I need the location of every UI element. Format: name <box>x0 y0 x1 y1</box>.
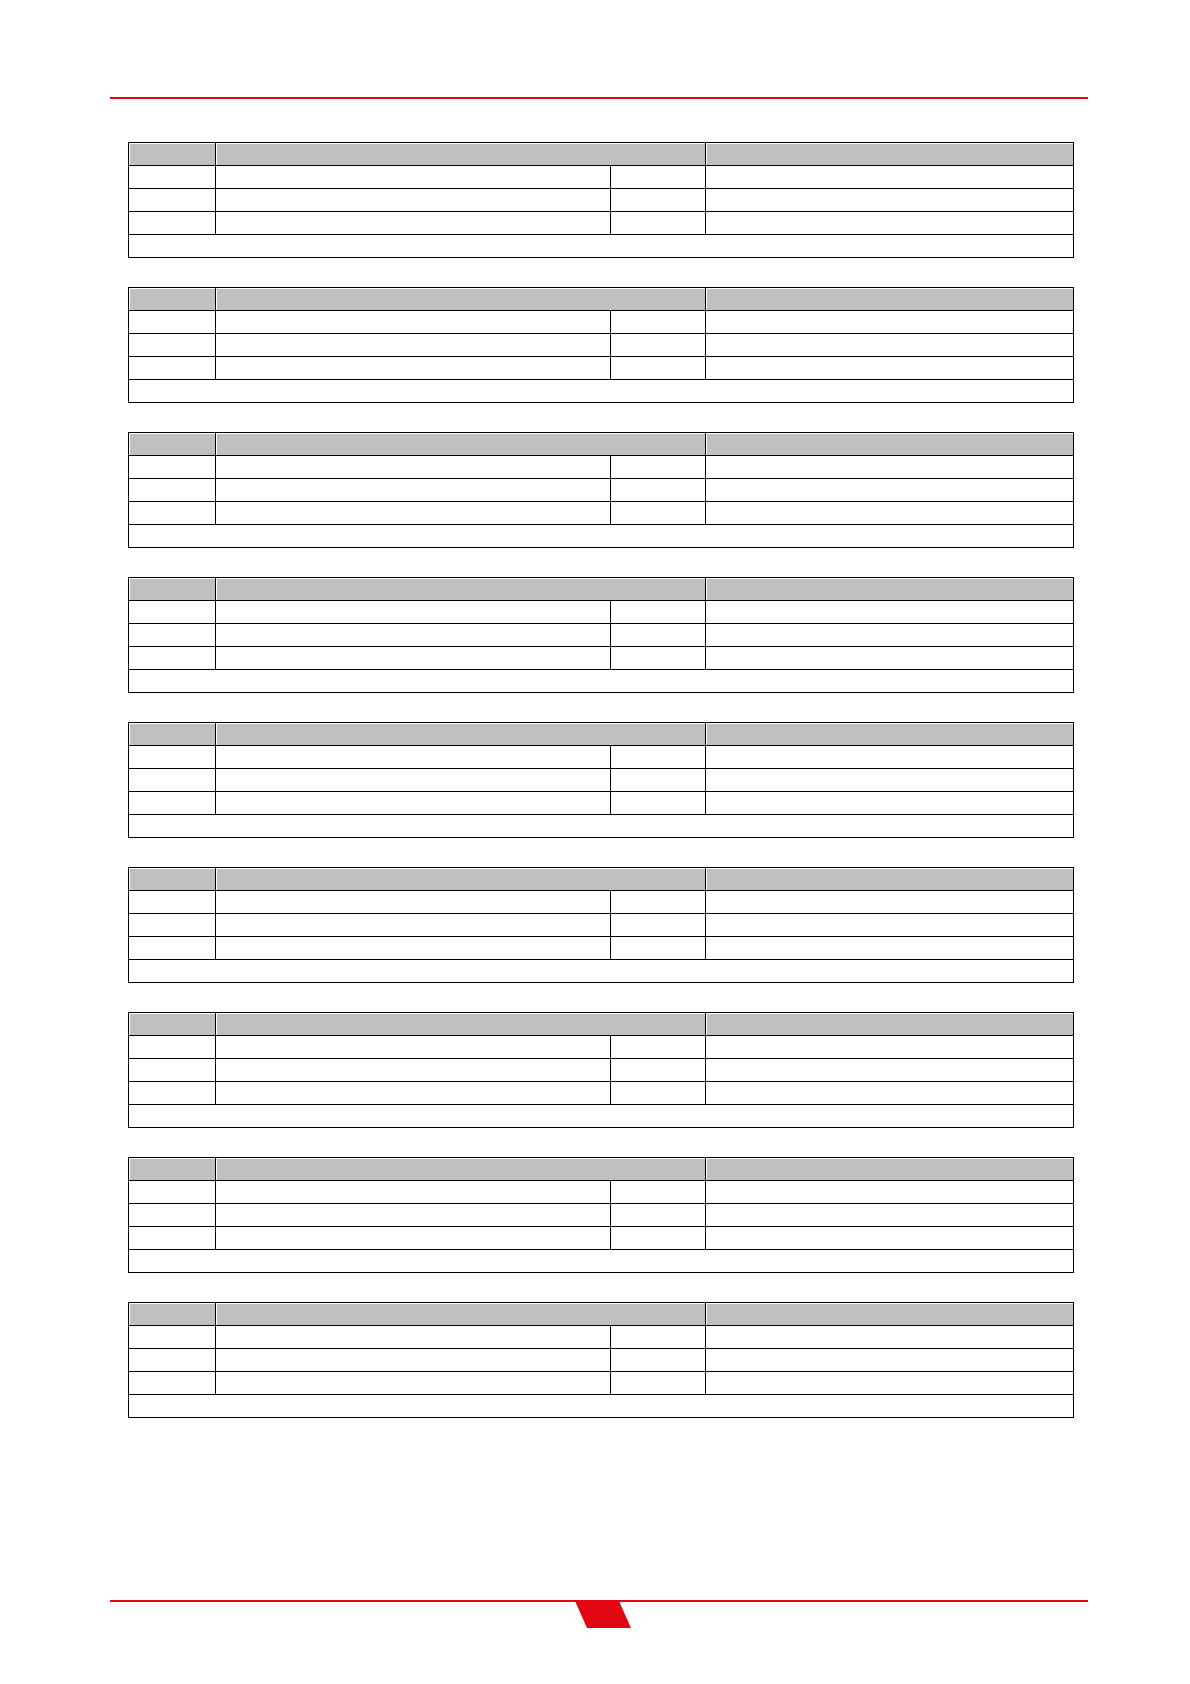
form-cell[interactable] <box>706 479 1074 502</box>
form-cell[interactable] <box>129 1349 216 1372</box>
form-cell[interactable] <box>706 624 1074 647</box>
form-cell[interactable] <box>129 746 216 769</box>
form-cell[interactable] <box>129 914 216 937</box>
form-row <box>129 479 1074 502</box>
header-cell <box>129 143 216 166</box>
form-cell[interactable] <box>216 746 611 769</box>
form-cell[interactable] <box>216 647 611 670</box>
form-table <box>128 432 1074 548</box>
form-row <box>129 1326 1074 1349</box>
footer-cell[interactable] <box>129 670 1074 693</box>
form-cell[interactable] <box>129 792 216 815</box>
form-cell[interactable] <box>216 357 611 380</box>
header-cell <box>129 1013 216 1036</box>
form-footer-row <box>129 1395 1074 1418</box>
header-cell <box>706 578 1074 601</box>
footer-cell[interactable] <box>129 380 1074 403</box>
header-cell <box>216 1013 706 1036</box>
form-cell[interactable] <box>706 1036 1074 1059</box>
form-table <box>128 867 1074 983</box>
form-cell[interactable] <box>611 1082 706 1105</box>
form-row <box>129 647 1074 670</box>
form-cell[interactable] <box>129 479 216 502</box>
form-row <box>129 792 1074 815</box>
form-cell[interactable] <box>611 937 706 960</box>
form-cell[interactable] <box>129 1326 216 1349</box>
form-cell[interactable] <box>706 746 1074 769</box>
form-cell[interactable] <box>706 1204 1074 1227</box>
form-cell[interactable] <box>129 1181 216 1204</box>
form-cell[interactable] <box>216 189 611 212</box>
header-cell <box>216 723 706 746</box>
form-row <box>129 311 1074 334</box>
form-cell[interactable] <box>216 1204 611 1227</box>
form-cell[interactable] <box>611 212 706 235</box>
form-cell[interactable] <box>216 1372 611 1395</box>
form-table <box>128 722 1074 838</box>
form-cell[interactable] <box>611 1181 706 1204</box>
form-cell[interactable] <box>611 914 706 937</box>
form-table <box>128 577 1074 693</box>
form-cell[interactable] <box>216 311 611 334</box>
form-cell[interactable] <box>706 502 1074 525</box>
form-cell[interactable] <box>129 1204 216 1227</box>
form-cell[interactable] <box>216 792 611 815</box>
form-cell[interactable] <box>611 647 706 670</box>
form-cell[interactable] <box>129 456 216 479</box>
form-footer-row <box>129 380 1074 403</box>
form-cell[interactable] <box>216 601 611 624</box>
form-cell[interactable] <box>611 1204 706 1227</box>
form-table <box>128 1302 1074 1418</box>
form-cell[interactable] <box>611 456 706 479</box>
form-cell[interactable] <box>611 792 706 815</box>
form-cell[interactable] <box>129 624 216 647</box>
form-cell[interactable] <box>706 891 1074 914</box>
form-row <box>129 624 1074 647</box>
form-cell[interactable] <box>706 456 1074 479</box>
form-header-row <box>129 578 1074 601</box>
form-cell[interactable] <box>216 166 611 189</box>
header-cell <box>706 288 1074 311</box>
footer-cell[interactable] <box>129 1395 1074 1418</box>
header-cell <box>216 1158 706 1181</box>
form-cell[interactable] <box>611 479 706 502</box>
form-cell[interactable] <box>611 769 706 792</box>
header-cell <box>129 1158 216 1181</box>
header-cell <box>129 288 216 311</box>
form-row <box>129 1082 1074 1105</box>
form-cell[interactable] <box>706 937 1074 960</box>
form-footer-row <box>129 1105 1074 1128</box>
header-cell <box>129 433 216 456</box>
form-cell[interactable] <box>216 334 611 357</box>
form-cell[interactable] <box>706 1082 1074 1105</box>
form-cell[interactable] <box>216 479 611 502</box>
form-cell[interactable] <box>706 334 1074 357</box>
form-row <box>129 769 1074 792</box>
form-row <box>129 334 1074 357</box>
header-cell <box>706 433 1074 456</box>
form-footer-row <box>129 235 1074 258</box>
form-cell[interactable] <box>706 1227 1074 1250</box>
form-cell[interactable] <box>216 1082 611 1105</box>
form-cell[interactable] <box>706 212 1074 235</box>
form-cell[interactable] <box>611 334 706 357</box>
form-row <box>129 1181 1074 1204</box>
form-cell[interactable] <box>706 189 1074 212</box>
form-cell[interactable] <box>611 624 706 647</box>
form-cell[interactable] <box>129 1036 216 1059</box>
form-cell[interactable] <box>216 502 611 525</box>
form-header-row <box>129 723 1074 746</box>
form-cell[interactable] <box>129 357 216 380</box>
form-cell[interactable] <box>611 189 706 212</box>
form-header-row <box>129 1303 1074 1326</box>
form-cell[interactable] <box>129 212 216 235</box>
form-table <box>128 1012 1074 1128</box>
form-cell[interactable] <box>706 311 1074 334</box>
footer-cell[interactable] <box>129 235 1074 258</box>
header-cell <box>706 143 1074 166</box>
footer-cell[interactable] <box>129 1250 1074 1273</box>
form-cell[interactable] <box>216 1349 611 1372</box>
form-cell[interactable] <box>611 1036 706 1059</box>
form-header-row <box>129 1158 1074 1181</box>
form-cell[interactable] <box>129 937 216 960</box>
form-row <box>129 891 1074 914</box>
form-cell[interactable] <box>611 502 706 525</box>
form-cell[interactable] <box>129 334 216 357</box>
form-cell[interactable] <box>706 1059 1074 1082</box>
form-cell[interactable] <box>216 937 611 960</box>
form-cell[interactable] <box>706 357 1074 380</box>
form-row <box>129 456 1074 479</box>
form-cell[interactable] <box>129 1059 216 1082</box>
form-cell[interactable] <box>611 357 706 380</box>
header-cell <box>706 1158 1074 1181</box>
header-cell <box>216 1303 706 1326</box>
form-footer-row <box>129 1250 1074 1273</box>
form-cell[interactable] <box>216 456 611 479</box>
form-cell[interactable] <box>129 601 216 624</box>
form-cell[interactable] <box>129 1082 216 1105</box>
form-row <box>129 1372 1074 1395</box>
header-cell <box>216 143 706 166</box>
form-cell[interactable] <box>706 1181 1074 1204</box>
header-cell <box>129 723 216 746</box>
form-cell[interactable] <box>611 1326 706 1349</box>
form-row <box>129 1059 1074 1082</box>
form-cell[interactable] <box>216 1227 611 1250</box>
header-cell <box>216 433 706 456</box>
header-cell <box>129 1303 216 1326</box>
form-header-row <box>129 288 1074 311</box>
footer-cell[interactable] <box>129 960 1074 983</box>
form-cell[interactable] <box>706 647 1074 670</box>
form-table <box>128 287 1074 403</box>
form-header-row <box>129 143 1074 166</box>
form-cell[interactable] <box>611 891 706 914</box>
form-row <box>129 212 1074 235</box>
form-row <box>129 502 1074 525</box>
form-row <box>129 937 1074 960</box>
header-cell <box>706 1013 1074 1036</box>
form-cell[interactable] <box>129 769 216 792</box>
footer-cell[interactable] <box>129 525 1074 548</box>
form-row <box>129 1036 1074 1059</box>
form-row <box>129 1204 1074 1227</box>
form-cell[interactable] <box>216 914 611 937</box>
form-table <box>128 1157 1074 1273</box>
form-cell[interactable] <box>706 914 1074 937</box>
form-cell[interactable] <box>129 1372 216 1395</box>
form-cell[interactable] <box>706 601 1074 624</box>
form-cell[interactable] <box>611 746 706 769</box>
form-row <box>129 166 1074 189</box>
header-cell <box>216 578 706 601</box>
form-row <box>129 914 1074 937</box>
form-row <box>129 601 1074 624</box>
form-cell[interactable] <box>611 166 706 189</box>
form-header-row <box>129 433 1074 456</box>
form-cell[interactable] <box>216 891 611 914</box>
form-footer-row <box>129 670 1074 693</box>
header-cell <box>706 868 1074 891</box>
form-cell[interactable] <box>611 1227 706 1250</box>
form-cell[interactable] <box>216 624 611 647</box>
form-cell[interactable] <box>216 1036 611 1059</box>
form-cell[interactable] <box>129 502 216 525</box>
form-cell[interactable] <box>129 647 216 670</box>
form-row <box>129 189 1074 212</box>
form-cell[interactable] <box>129 891 216 914</box>
footer-tab-mark <box>573 1601 631 1630</box>
form-cell[interactable] <box>706 792 1074 815</box>
form-cell[interactable] <box>216 1181 611 1204</box>
header-rule <box>110 97 1088 99</box>
header-cell <box>129 868 216 891</box>
form-cell[interactable] <box>611 1349 706 1372</box>
form-header-row <box>129 868 1074 891</box>
form-table <box>128 142 1074 258</box>
header-cell <box>216 868 706 891</box>
form-cell[interactable] <box>611 1372 706 1395</box>
form-cell[interactable] <box>129 1227 216 1250</box>
form-row <box>129 1227 1074 1250</box>
form-cell[interactable] <box>216 212 611 235</box>
form-cell[interactable] <box>129 311 216 334</box>
form-cell[interactable] <box>129 166 216 189</box>
form-cell[interactable] <box>706 769 1074 792</box>
footer-cell[interactable] <box>129 815 1074 838</box>
form-footer-row <box>129 960 1074 983</box>
form-header-row <box>129 1013 1074 1036</box>
form-footer-row <box>129 525 1074 548</box>
footer-cell[interactable] <box>129 1105 1074 1128</box>
form-row <box>129 1349 1074 1372</box>
form-block-list <box>128 142 1073 1447</box>
form-cell[interactable] <box>611 601 706 624</box>
form-row <box>129 357 1074 380</box>
header-cell <box>216 288 706 311</box>
header-cell <box>706 1303 1074 1326</box>
form-cell[interactable] <box>611 311 706 334</box>
form-footer-row <box>129 815 1074 838</box>
form-cell[interactable] <box>706 166 1074 189</box>
header-cell <box>129 578 216 601</box>
form-cell[interactable] <box>706 1372 1074 1395</box>
form-cell[interactable] <box>706 1349 1074 1372</box>
form-row <box>129 746 1074 769</box>
form-cell[interactable] <box>216 1326 611 1349</box>
form-cell[interactable] <box>216 1059 611 1082</box>
form-cell[interactable] <box>706 1326 1074 1349</box>
header-cell <box>706 723 1074 746</box>
form-cell[interactable] <box>129 189 216 212</box>
form-cell[interactable] <box>216 769 611 792</box>
form-cell[interactable] <box>611 1059 706 1082</box>
